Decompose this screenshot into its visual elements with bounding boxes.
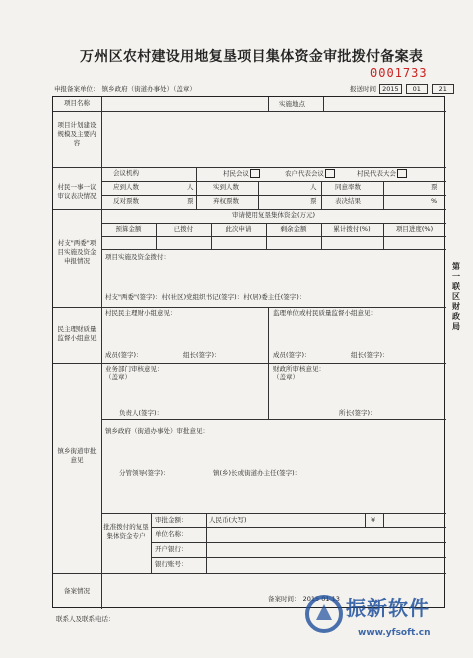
filing-label: 备案情况 [64, 587, 90, 595]
rep-meeting-option[interactable]: 村民代表大会 [357, 169, 407, 178]
project-name-label: 项目名称 [64, 99, 90, 107]
person-unit-2: 人 [310, 183, 317, 191]
applicant-value: 镇乡政府（街道办事处）（盖章） [101, 85, 196, 93]
filing-time-label: 备案时间： [268, 595, 301, 603]
quality-group-label: 监理单位或村民质量监督小组意见： [273, 309, 377, 317]
watermark-text: 振新软件 [346, 596, 430, 620]
approve-amount-label: 审批金额： [155, 516, 188, 524]
unit-name-label: 单位名称： [155, 530, 188, 538]
meeting-org-label: 会议机构 [113, 169, 139, 177]
col-budget: 预算金额 [115, 225, 142, 233]
supervision-label: 民主理财质量监督小组意见 [57, 325, 97, 342]
members-sign-2: 成员(签字)： [273, 351, 311, 359]
filing-year: 2015 [302, 595, 320, 603]
household-meeting-option[interactable]: 农户代表会议 [285, 169, 335, 178]
dept-opinion-label: 业务部门审核意见： [105, 365, 164, 373]
finance-group-label: 村民民主理财小组意见： [105, 309, 177, 317]
funds-heading: 审请使用复垦集体资金(万元) [231, 211, 316, 219]
applicant-label: 申报备案单位： [54, 85, 100, 93]
copy-side-tag: 第一联区财政局 [452, 262, 460, 331]
leader-sign-2: 组长(签字)： [351, 351, 389, 359]
form-title: 万州区农村建设用地复垦项目集体资金审批拨付备案表 [80, 49, 424, 65]
yuan-symbol: ¥ [371, 516, 376, 524]
report-month: 01 [406, 84, 428, 94]
col-allocated: 已拨付 [173, 225, 194, 233]
leader-sign: 分管领导(签字)： [119, 469, 170, 477]
abstain-label: 弃权票数 [213, 197, 239, 205]
head-sign: 所长(签字)： [339, 409, 377, 417]
report-time-label: 报送时间 [350, 85, 376, 93]
percent-unit: % [431, 197, 438, 205]
seal-2: （盖章） [273, 373, 299, 381]
bank-label: 开户银行： [155, 545, 188, 553]
votes-unit-1: 票 [431, 183, 438, 191]
watermark [300, 590, 470, 650]
result-label: 表决结果 [335, 197, 361, 205]
leader-sign-1: 组长(签字)： [183, 351, 221, 359]
applicant-line [54, 84, 196, 93]
against-label: 反对票数 [113, 197, 139, 205]
seal-1: （盖章） [105, 373, 131, 381]
location-label: 实施地点 [279, 100, 305, 108]
members-sign-1: 成员(签字)： [105, 351, 143, 359]
actual-label: 实到人数 [213, 183, 239, 191]
report-day: 21 [432, 84, 454, 94]
col-cumulative: 累计拨付(%) [333, 225, 371, 233]
report-time [350, 84, 455, 94]
col-remaining: 剩余金额 [280, 225, 307, 233]
township-label: 镇乡街道审批意见 [57, 447, 97, 464]
approval-form-table [52, 96, 445, 608]
filing-month: 01 [321, 595, 330, 603]
two-committee-sign: 村支"两委"(签字)：村(社区)党组织书记(签字)：村(居)委主任(签字)： [105, 293, 306, 301]
agree-rate-label: 同意率数 [335, 183, 361, 191]
two-committee-label: 村支"两委"项目实施及资金申报情况 [57, 239, 97, 265]
watermark-url: www.yfsoft.cn [358, 628, 431, 638]
votes-unit-3: 票 [310, 197, 317, 205]
approve-funds-label: 批准拨付的复垦集体资金专户 [103, 523, 149, 540]
two-committee-sub: 项目实施及资金拨付： [105, 253, 170, 261]
rmb-caps-label: 人民币(大写) [209, 516, 247, 524]
account-label: 银行账号： [155, 560, 188, 568]
director-sign: 镇(乡)长或街道办主任(签字)： [213, 469, 302, 477]
contact-line: 联系人及联系电话： [56, 615, 115, 623]
serial-number: 0001733 [370, 66, 428, 80]
votes-unit-2: 票 [187, 197, 194, 205]
finance-opinion-label: 财政所审核意见： [273, 365, 325, 373]
filing-day: 13 [331, 595, 340, 603]
responsible-sign: 负责人(签字)： [119, 409, 164, 417]
expected-label: 应到人数 [113, 183, 139, 191]
col-this: 此次申请 [225, 225, 252, 233]
col-progress: 项目进度(%) [395, 225, 434, 233]
person-unit-1: 人 [187, 183, 194, 191]
household-meeting-checkbox[interactable] [325, 169, 335, 178]
gov-opinion-label: 镇乡政府（街道办事处）审批意见： [105, 427, 209, 435]
village-label: 村民一事一议审议表决情况 [57, 183, 97, 200]
villager-meeting-option[interactable]: 村民会议 [223, 169, 260, 178]
plan-label: 项目计划建设规模及主要内容 [57, 121, 97, 147]
rep-meeting-checkbox[interactable] [397, 169, 407, 178]
report-year: 2015 [379, 84, 402, 94]
watermark-logo-icon [304, 594, 344, 634]
villager-meeting-checkbox[interactable] [250, 169, 260, 178]
